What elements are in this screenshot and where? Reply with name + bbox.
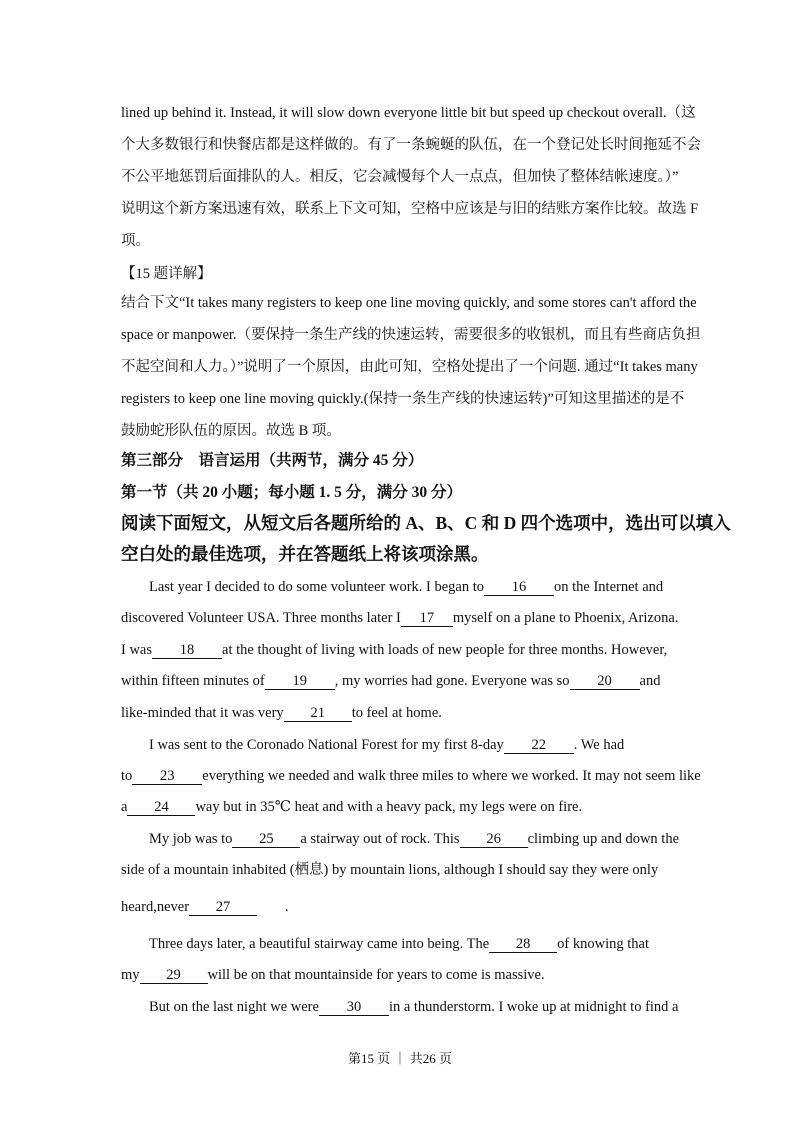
passage-line: My job was to 25 a stairway out of rock. This 26 climbing up and down the xyxy=(149,831,679,847)
text-line: 鼓励蛇形队伍的原因。故选 B 项。 xyxy=(121,423,341,439)
passage-line: discovered Volunteer USA. Three months later I 17 myself on a plane to Phoenix, Arizona. xyxy=(121,610,679,626)
text-line: lined up behind it. Instead, it will slow down everyone little bit but speed up checkout overall.（这 xyxy=(121,105,696,121)
blank-16[interactable]: 16 xyxy=(484,579,554,596)
blank-26[interactable]: 26 xyxy=(460,831,528,848)
text-line: 不公平地惩罚后面排队的人。相反，它会减慢每个人一点点，但加快了整体结帐速度。）” xyxy=(121,169,679,185)
instructions: 空白处的最佳选项，并在答题纸上将该项涂黑。 xyxy=(121,544,489,564)
blank-23[interactable]: 23 xyxy=(132,768,202,785)
passage-line: I was 18 at the thought of living with loads of new people for three months. However, xyxy=(121,642,668,658)
blank-18[interactable]: 18 xyxy=(152,642,222,659)
passage-line: like-minded that it was very 21 to feel at home. xyxy=(121,705,442,721)
text-line: 个大多数银行和快餐店都是这样做的。有了一条蜿蜒的队伍，在一个登记处长时间拖延不会 xyxy=(121,137,701,153)
blank-17[interactable]: 17 xyxy=(401,610,453,627)
passage-line: within fifteen minutes of 19 , my worries had gone. Everyone was so 20 and xyxy=(121,673,661,689)
section-title: 第一节（共 20 小题；每小题 1. 5 分，满分 30 分） xyxy=(121,484,463,501)
blank-30[interactable]: 30 xyxy=(319,999,389,1016)
passage-line: my 29 will be on that mountainside for years to come is massive. xyxy=(121,967,545,983)
passage-line: to 23 everything we needed and walk three miles to where we worked. It may not seem like xyxy=(121,768,701,784)
passage-line: a 24 way but in 35℃ heat and with a heavy pack, my legs were on fire. xyxy=(121,799,583,815)
blank-21[interactable]: 21 xyxy=(284,705,352,722)
text-line: registers to keep one line moving quickly.(保持一条生产线的快速运转)”可知这里描述的是不 xyxy=(121,391,685,407)
text-line: 项。 xyxy=(121,233,150,249)
blank-24[interactable]: 24 xyxy=(127,799,195,816)
text-line: 结合下文“It takes many registers to keep one line moving quickly, and some stores can't afford the xyxy=(121,295,697,311)
blank-29[interactable]: 29 xyxy=(140,967,208,984)
blank-19[interactable]: 19 xyxy=(265,673,335,690)
passage-line: But on the last night we were 30 in a thunderstorm. I woke up at midnight to find a xyxy=(149,999,679,1015)
text-line: 说明这个新方案迅速有效，联系上下文可知，空格中应该是与旧的结账方案作比较。故选 F xyxy=(121,201,699,217)
passage-line: side of a mountain inhabited (栖息) by mountain lions, although I should say they were only xyxy=(121,862,659,878)
part-title: 第三部分 语言运用（共两节，满分 45 分） xyxy=(121,452,424,469)
instructions: 阅读下面短文，从短文后各题所给的 A、B、C 和 D 四个选项中，选出可以填入 xyxy=(121,513,731,533)
blank-22[interactable]: 22 xyxy=(504,737,574,754)
section-heading-q15: 【15 题详解】 xyxy=(121,266,212,282)
blank-20[interactable]: 20 xyxy=(570,673,640,690)
passage-line: Last year I decided to do some volunteer work. I began to 16 on the Internet and xyxy=(149,579,664,595)
text-line: 不起空间和人力。）”说明了一个原因，由此可知，空格处提出了一个问题. 通过“It takes many xyxy=(121,359,698,375)
blank-25[interactable]: 25 xyxy=(232,831,300,848)
text-line: space or manpower.（要保持一条生产线的快速运转，需要很多的收银机，而且有些商店负担 xyxy=(121,327,701,343)
page-footer: 第15 页 ｜ 共26 页 xyxy=(347,1051,452,1066)
passage-line: I was sent to the Coronado National Forest for my first 8-day 22 . We had xyxy=(149,737,625,753)
blank-27[interactable]: 27 xyxy=(189,899,257,916)
passage-line: heard,never 27 . xyxy=(121,899,289,915)
passage-line: Three days later, a beautiful stairway came into being. The 28 of knowing that xyxy=(149,936,649,952)
blank-28[interactable]: 28 xyxy=(489,936,557,953)
